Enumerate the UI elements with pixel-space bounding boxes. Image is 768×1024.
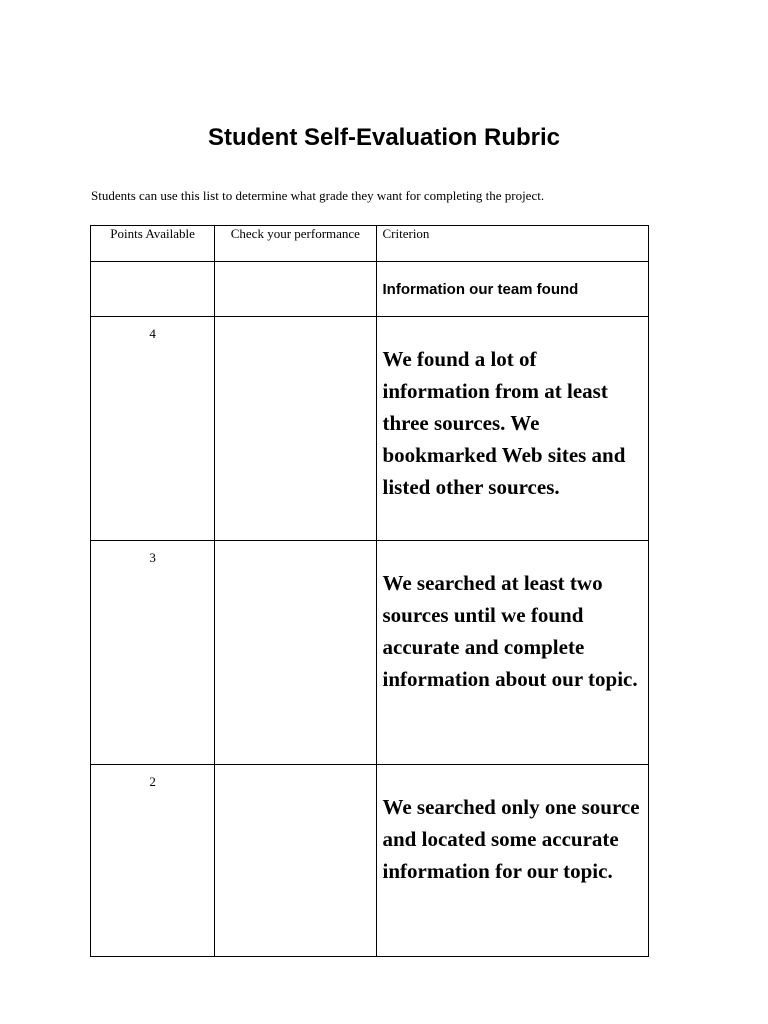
- check-performance-header: Check your performance: [215, 226, 376, 262]
- points-value: 4: [91, 317, 215, 541]
- category-points-cell: [91, 262, 215, 317]
- points-value: 3: [91, 541, 215, 765]
- table-row: [91, 541, 649, 765]
- criterion-description: We found a lot of information from at least three sources. We bookmarked Web sites and listed other sources.: [376, 317, 649, 541]
- rubric-table: [90, 225, 649, 957]
- category-check-cell: [215, 262, 376, 317]
- points-value: 2: [91, 765, 215, 957]
- category-row: [91, 262, 649, 317]
- criterion-header: Criterion: [376, 226, 649, 262]
- check-performance-cell[interactable]: [215, 317, 376, 541]
- check-performance-cell[interactable]: [215, 541, 376, 765]
- points-available-header: Points Available: [91, 226, 215, 262]
- intro-text: Students can use this list to determine what grade they want for completing the project.: [91, 188, 545, 203]
- page-title: Student Self-Evaluation Rubric: [207, 124, 561, 151]
- criterion-description: We searched at least two sources until we found accurate and complete information about our topic.: [376, 541, 649, 765]
- criterion-description: We searched only one source and located some accurate information for our topic.: [376, 765, 649, 957]
- table-row: [91, 765, 649, 957]
- category-label: Information our team found: [376, 262, 649, 317]
- table-row: [91, 317, 649, 541]
- check-performance-cell[interactable]: [215, 765, 376, 957]
- table-header-row: [91, 226, 649, 262]
